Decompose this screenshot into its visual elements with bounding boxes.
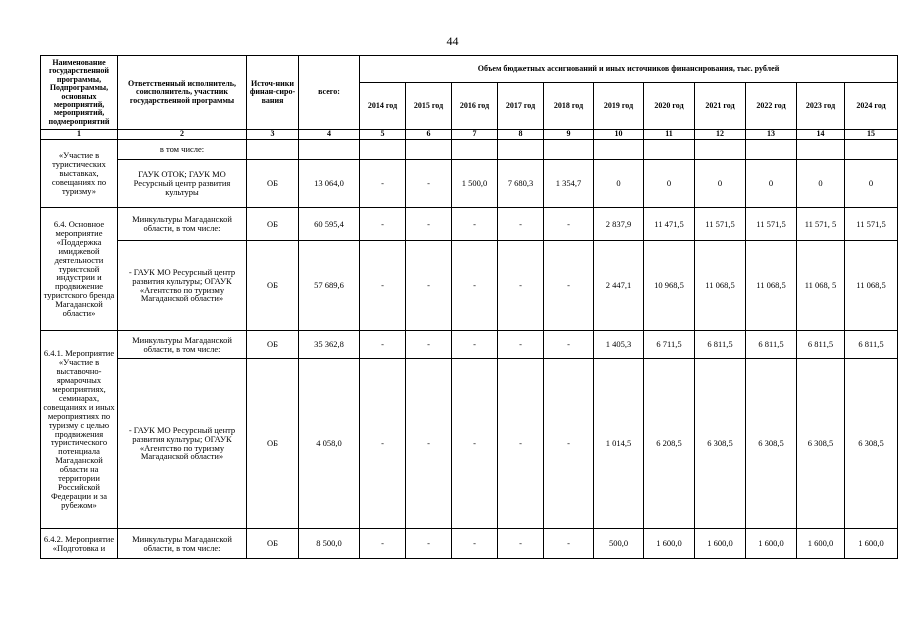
executor: ГАУК ОТОК; ГАУК МО Ресурсный центр развития культуры: [118, 160, 247, 208]
year-value: -: [498, 331, 544, 359]
year-value: 6 811,5: [746, 331, 797, 359]
year-value: -: [544, 241, 594, 331]
year-value: -: [406, 208, 452, 241]
year-value: 11 571,5: [845, 208, 898, 241]
table-row: [41, 359, 898, 529]
column-number: 6: [406, 130, 452, 140]
year-value: 6 308,5: [845, 359, 898, 529]
table-row: [41, 529, 898, 559]
column-number: 7: [452, 130, 498, 140]
year-value: 10 968,5: [644, 241, 695, 331]
year-value: -: [544, 331, 594, 359]
column-number: 8: [498, 130, 544, 140]
header-year: 2024 год: [845, 83, 898, 130]
total: 57 689,6: [299, 241, 360, 331]
year-value: 11 571, 5: [797, 208, 845, 241]
year-value: 11 068,5: [845, 241, 898, 331]
year-value: [360, 140, 406, 160]
program-name: «Участие в туристических выставках, совещаниях по туризму»: [41, 140, 118, 208]
year-value: -: [544, 359, 594, 529]
header-year: 2023 год: [797, 83, 845, 130]
header-source: Источ-ники финан-сиро-вания: [247, 56, 299, 130]
year-value: 0: [845, 160, 898, 208]
column-number: 11: [644, 130, 695, 140]
source: ОБ: [247, 331, 299, 359]
column-number: 10: [594, 130, 644, 140]
source: ОБ: [247, 529, 299, 559]
executor: Минкультуры Магаданской области, в том числе:: [118, 529, 247, 559]
header-year: 2021 год: [695, 83, 746, 130]
page-number: 44: [446, 34, 459, 48]
source: [247, 140, 299, 160]
year-value: -: [406, 241, 452, 331]
year-value: -: [406, 359, 452, 529]
year-value: 7 680,3: [498, 160, 544, 208]
year-value: [845, 140, 898, 160]
column-number: 3: [247, 130, 299, 140]
total: 60 595,4: [299, 208, 360, 241]
executor: - ГАУК МО Ресурсный центр развития культуры; ОГАУК «Агентство по туризму Магаданской области»: [118, 359, 247, 529]
year-value: 11 068,5: [695, 241, 746, 331]
year-value: -: [406, 331, 452, 359]
header-year: 2015 год: [406, 83, 452, 130]
year-value: [406, 140, 452, 160]
header-year: 2019 год: [594, 83, 644, 130]
column-number-row: [41, 130, 898, 140]
source: ОБ: [247, 359, 299, 529]
table-row: [41, 208, 898, 241]
year-value: -: [544, 208, 594, 241]
year-value: -: [360, 160, 406, 208]
header-year: 2020 год: [644, 83, 695, 130]
table-row: [41, 160, 898, 208]
header-year: 2017 год: [498, 83, 544, 130]
column-number: 5: [360, 130, 406, 140]
year-value: -: [544, 529, 594, 559]
financing-table: [40, 55, 898, 559]
header-total: всего:: [299, 56, 360, 130]
source: ОБ: [247, 160, 299, 208]
total: 35 362,8: [299, 331, 360, 359]
year-value: 1 600,0: [746, 529, 797, 559]
total: 8 500,0: [299, 529, 360, 559]
year-value: -: [360, 331, 406, 359]
year-value: 500,0: [594, 529, 644, 559]
year-value: 1 354,7: [544, 160, 594, 208]
year-value: [594, 140, 644, 160]
year-value: 0: [594, 160, 644, 208]
total: 13 064,0: [299, 160, 360, 208]
column-number: 1: [41, 130, 118, 140]
year-value: -: [406, 529, 452, 559]
header-year: 2014 год: [360, 83, 406, 130]
year-value: 0: [746, 160, 797, 208]
program-name: 6.4. Основное мероприятие «Поддержка имиджевой деятельности туристской индустрии и продвижение туристского бренда Магаданской области»: [41, 208, 118, 331]
year-value: -: [498, 208, 544, 241]
year-value: 6 811,5: [695, 331, 746, 359]
year-value: -: [406, 160, 452, 208]
executor: Минкультуры Магаданской области, в том числе:: [118, 331, 247, 359]
year-value: -: [360, 241, 406, 331]
year-value: 1 014,5: [594, 359, 644, 529]
year-value: 0: [797, 160, 845, 208]
table-row: [41, 331, 898, 359]
year-value: 1 600,0: [695, 529, 746, 559]
year-value: 1 600,0: [797, 529, 845, 559]
year-value: -: [498, 529, 544, 559]
year-value: -: [452, 241, 498, 331]
column-number: 9: [544, 130, 594, 140]
year-value: [746, 140, 797, 160]
year-value: 6 811,5: [797, 331, 845, 359]
header-year: 2016 год: [452, 83, 498, 130]
year-value: -: [360, 529, 406, 559]
year-value: 2 447,1: [594, 241, 644, 331]
year-value: [797, 140, 845, 160]
program-name: 6.4.2. Мероприятие «Подготовка и: [41, 529, 118, 559]
column-number: 4: [299, 130, 360, 140]
column-number: 12: [695, 130, 746, 140]
executor: в том числе:: [118, 140, 247, 160]
year-value: -: [452, 208, 498, 241]
executor: Минкультуры Магаданской области, в том числе:: [118, 208, 247, 241]
year-value: [452, 140, 498, 160]
column-number: 2: [118, 130, 247, 140]
year-value: [695, 140, 746, 160]
year-value: [544, 140, 594, 160]
year-value: -: [360, 359, 406, 529]
year-value: 6 308,5: [797, 359, 845, 529]
table-row: [41, 140, 898, 160]
year-value: 11 571,5: [695, 208, 746, 241]
year-value: 6 208,5: [644, 359, 695, 529]
year-value: 11 571,5: [746, 208, 797, 241]
source: ОБ: [247, 208, 299, 241]
header-executor: Ответственный исполнитель, соисполнитель, участник государственной программы: [118, 56, 247, 130]
year-value: 6 308,5: [695, 359, 746, 529]
year-value: -: [360, 208, 406, 241]
year-value: 1 405,3: [594, 331, 644, 359]
column-number: 14: [797, 130, 845, 140]
year-value: 11 068, 5: [797, 241, 845, 331]
year-value: [498, 140, 544, 160]
year-value: 6 811,5: [845, 331, 898, 359]
program-name: 6.4.1. Мероприятие «Участие в выставочно-ярмарочных мероприятиях, семинарах, совещаниях и иных мероприятиях по туризму с целью продвижения туристического потенциала Магаданской области на территории Российской Федерации и за рубежом»: [41, 331, 118, 529]
year-value: 2 837,9: [594, 208, 644, 241]
year-value: -: [452, 359, 498, 529]
source: ОБ: [247, 241, 299, 331]
header-name: Наименование государственной программы, Подпрограммы, основных мероприятий, мероприятий, подмероприятий: [41, 56, 118, 130]
header-year: 2018 год: [544, 83, 594, 130]
year-value: -: [498, 241, 544, 331]
total: 4 058,0: [299, 359, 360, 529]
year-value: 1 600,0: [644, 529, 695, 559]
table-row: [41, 241, 898, 331]
year-value: 6 711,5: [644, 331, 695, 359]
year-value: -: [452, 331, 498, 359]
year-value: 11 068,5: [746, 241, 797, 331]
executor: - ГАУК МО Ресурсный центр развития культуры; ОГАУК «Агентство по туризму Магаданской области»: [118, 241, 247, 331]
year-value: -: [498, 359, 544, 529]
year-value: -: [452, 529, 498, 559]
header-funding: Объем бюджетных ассигнований и иных источников финансирования, тыс. рублей: [360, 56, 898, 83]
year-value: [644, 140, 695, 160]
column-number: 15: [845, 130, 898, 140]
total: [299, 140, 360, 160]
year-value: 11 471,5: [644, 208, 695, 241]
year-value: 0: [644, 160, 695, 208]
column-number: 13: [746, 130, 797, 140]
year-value: 1 600,0: [845, 529, 898, 559]
year-value: 1 500,0: [452, 160, 498, 208]
year-value: 6 308,5: [746, 359, 797, 529]
year-value: 0: [695, 160, 746, 208]
header-year: 2022 год: [746, 83, 797, 130]
